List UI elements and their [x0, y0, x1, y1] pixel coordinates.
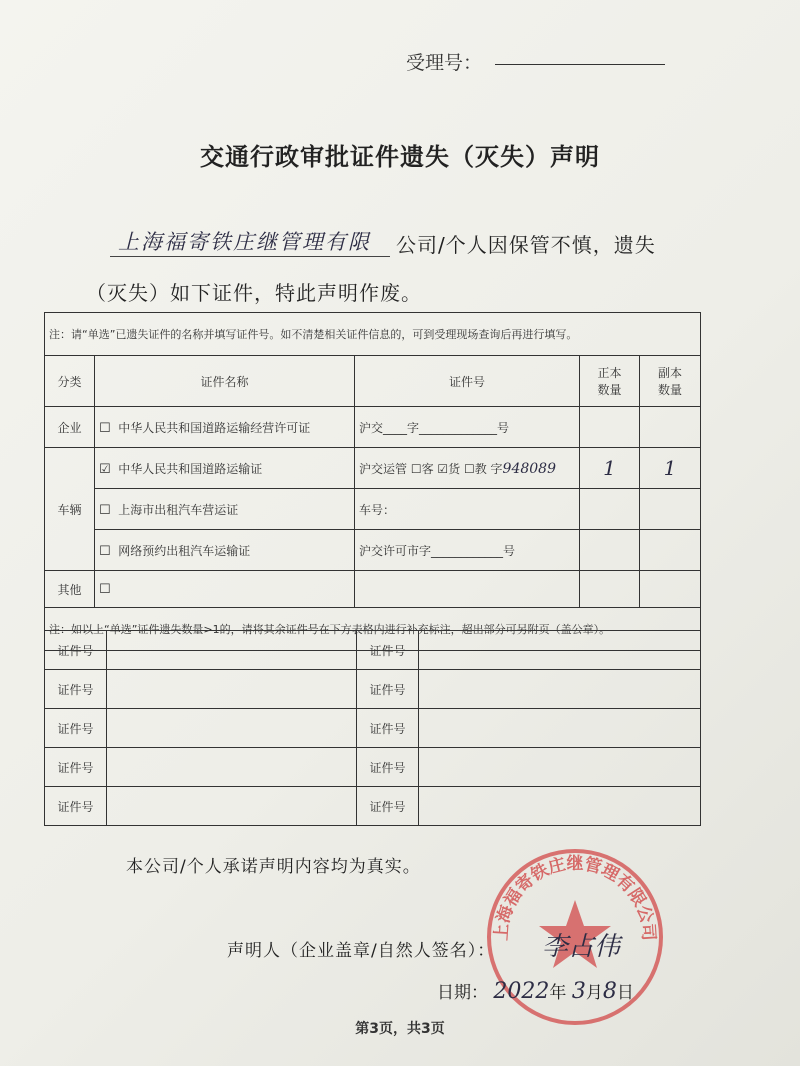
table-row: [45, 571, 701, 608]
document-title: 交通行政审批证件遗失（灭失）声明: [200, 143, 600, 171]
date-year: 2022: [493, 979, 550, 1004]
supplement-value[interactable]: [107, 787, 357, 826]
supplement-value[interactable]: [419, 787, 701, 826]
table-note-row: [45, 313, 701, 356]
date-line: [437, 978, 634, 1004]
certificate-number-label: 沪交运管 ☐客 ☑货 ☐教 字: [359, 461, 503, 476]
header-name: 证件名称: [95, 356, 355, 407]
company-name-handwritten: 上海福寄铁庄继管理有限: [118, 230, 371, 254]
supplement-row: [45, 787, 701, 826]
table-row: [45, 407, 701, 448]
row-original: [580, 407, 640, 448]
supplement-label: 证件号: [45, 631, 107, 670]
row-number: 沪交许可市字____________号: [355, 530, 580, 571]
header-original: 正本 数量: [580, 356, 640, 407]
supplement-label: 证件号: [45, 670, 107, 709]
row-number: 车号：: [355, 489, 580, 530]
row-number: [355, 448, 580, 489]
supplement-label: 证件号: [357, 787, 419, 826]
header-number: 证件号: [355, 356, 580, 407]
row-name: [95, 489, 355, 530]
table-row: [45, 489, 701, 530]
certificate-name: 上海市出租汽车营运证: [118, 502, 239, 517]
checkbox[interactable]: ☐: [99, 502, 111, 518]
supplement-label: 证件号: [45, 748, 107, 787]
row-name: [95, 407, 355, 448]
supplement-value[interactable]: [419, 748, 701, 787]
date-month: 3: [571, 979, 586, 1004]
supplement-value[interactable]: [419, 631, 701, 670]
table-header-row: [45, 356, 701, 407]
supplement-label: 证件号: [45, 787, 107, 826]
table-note-top: 注：请“单选”已遗失证件的名称并填写证件号。如不清楚相关证件信息的，可到受理现场查询后再进行填写。: [45, 313, 701, 356]
row-category: 其他: [45, 571, 95, 608]
date-year-unit: 年: [549, 983, 567, 1003]
row-name: [95, 448, 355, 489]
row-name: [95, 571, 355, 608]
row-copy: [640, 489, 701, 530]
supplement-row: [45, 631, 701, 670]
checkbox-checked[interactable]: ☑: [99, 461, 111, 477]
row-category: 车辆: [45, 448, 95, 571]
header-category: 分类: [45, 356, 95, 407]
certificate-name: 中华人民共和国道路运输证: [118, 461, 263, 476]
supplement-table: [44, 630, 701, 826]
row-original: [580, 571, 640, 608]
row-category: 企业: [45, 407, 95, 448]
supplement-value[interactable]: [107, 631, 357, 670]
table-row: [45, 448, 701, 489]
acceptance-number-line: [495, 64, 665, 65]
row-copy: [640, 571, 701, 608]
date-label: 日期：: [437, 983, 488, 1003]
supplement-label: 证件号: [45, 709, 107, 748]
supplement-value[interactable]: [107, 670, 357, 709]
checkbox[interactable]: ☐: [99, 420, 111, 436]
date-day-unit: 日: [616, 983, 634, 1003]
promise-statement: 本公司/个人承诺声明内容均为真实。: [126, 857, 421, 877]
statement-line-1: 公司/个人因保管不慎，遗失: [396, 233, 656, 257]
row-name: [95, 530, 355, 571]
certificate-number-handwritten: 948089: [502, 460, 556, 477]
supplement-value[interactable]: [419, 709, 701, 748]
row-copy: 1: [640, 448, 701, 489]
supplement-label: 证件号: [357, 631, 419, 670]
certificate-name: 中华人民共和国道路运输经营许可证: [118, 420, 311, 435]
supplement-row: [45, 670, 701, 709]
row-copy: [640, 407, 701, 448]
supplement-value[interactable]: [419, 670, 701, 709]
row-copy: [640, 530, 701, 571]
supplement-value[interactable]: [107, 748, 357, 787]
certificate-table: [44, 312, 701, 651]
supplement-row: [45, 709, 701, 748]
supplement-label: 证件号: [357, 670, 419, 709]
row-number: 沪交____字_____________号: [355, 407, 580, 448]
checkbox[interactable]: ☐: [99, 543, 111, 559]
checkbox[interactable]: ☐: [99, 581, 111, 597]
seal-text: 上海福寄铁庄继管理有限公司: [491, 854, 659, 942]
declarant-signature: 李占伟: [542, 932, 621, 962]
certificate-name: 网络预约出租汽车运输证: [118, 543, 251, 558]
table-row: [45, 530, 701, 571]
date-day: 8: [602, 979, 617, 1004]
supplement-label: 证件号: [357, 748, 419, 787]
table-note-bottom: 注：如以上“单选”证件遗失数量>1的，请将其余证件号在下方表格内进行补充标注，超出部分可另附页（盖公章）。: [45, 608, 701, 651]
row-original: 1: [580, 448, 640, 489]
supplement-label: 证件号: [357, 709, 419, 748]
statement-line-2: （灭失）如下证件，特此声明作废。: [86, 281, 422, 305]
supplement-row: [45, 748, 701, 787]
header-copy: 副本 数量: [640, 356, 701, 407]
page-number: 第3页，共3页: [355, 1021, 445, 1037]
company-name-underline: [110, 256, 390, 257]
date-month-unit: 月: [585, 983, 603, 1003]
declarant-label: 声明人（企业盖章/自然人签名）：: [227, 941, 496, 961]
row-original: [580, 530, 640, 571]
row-number: [355, 571, 580, 608]
row-original: [580, 489, 640, 530]
acceptance-number-label: 受理号：: [406, 52, 483, 74]
supplement-value[interactable]: [107, 709, 357, 748]
